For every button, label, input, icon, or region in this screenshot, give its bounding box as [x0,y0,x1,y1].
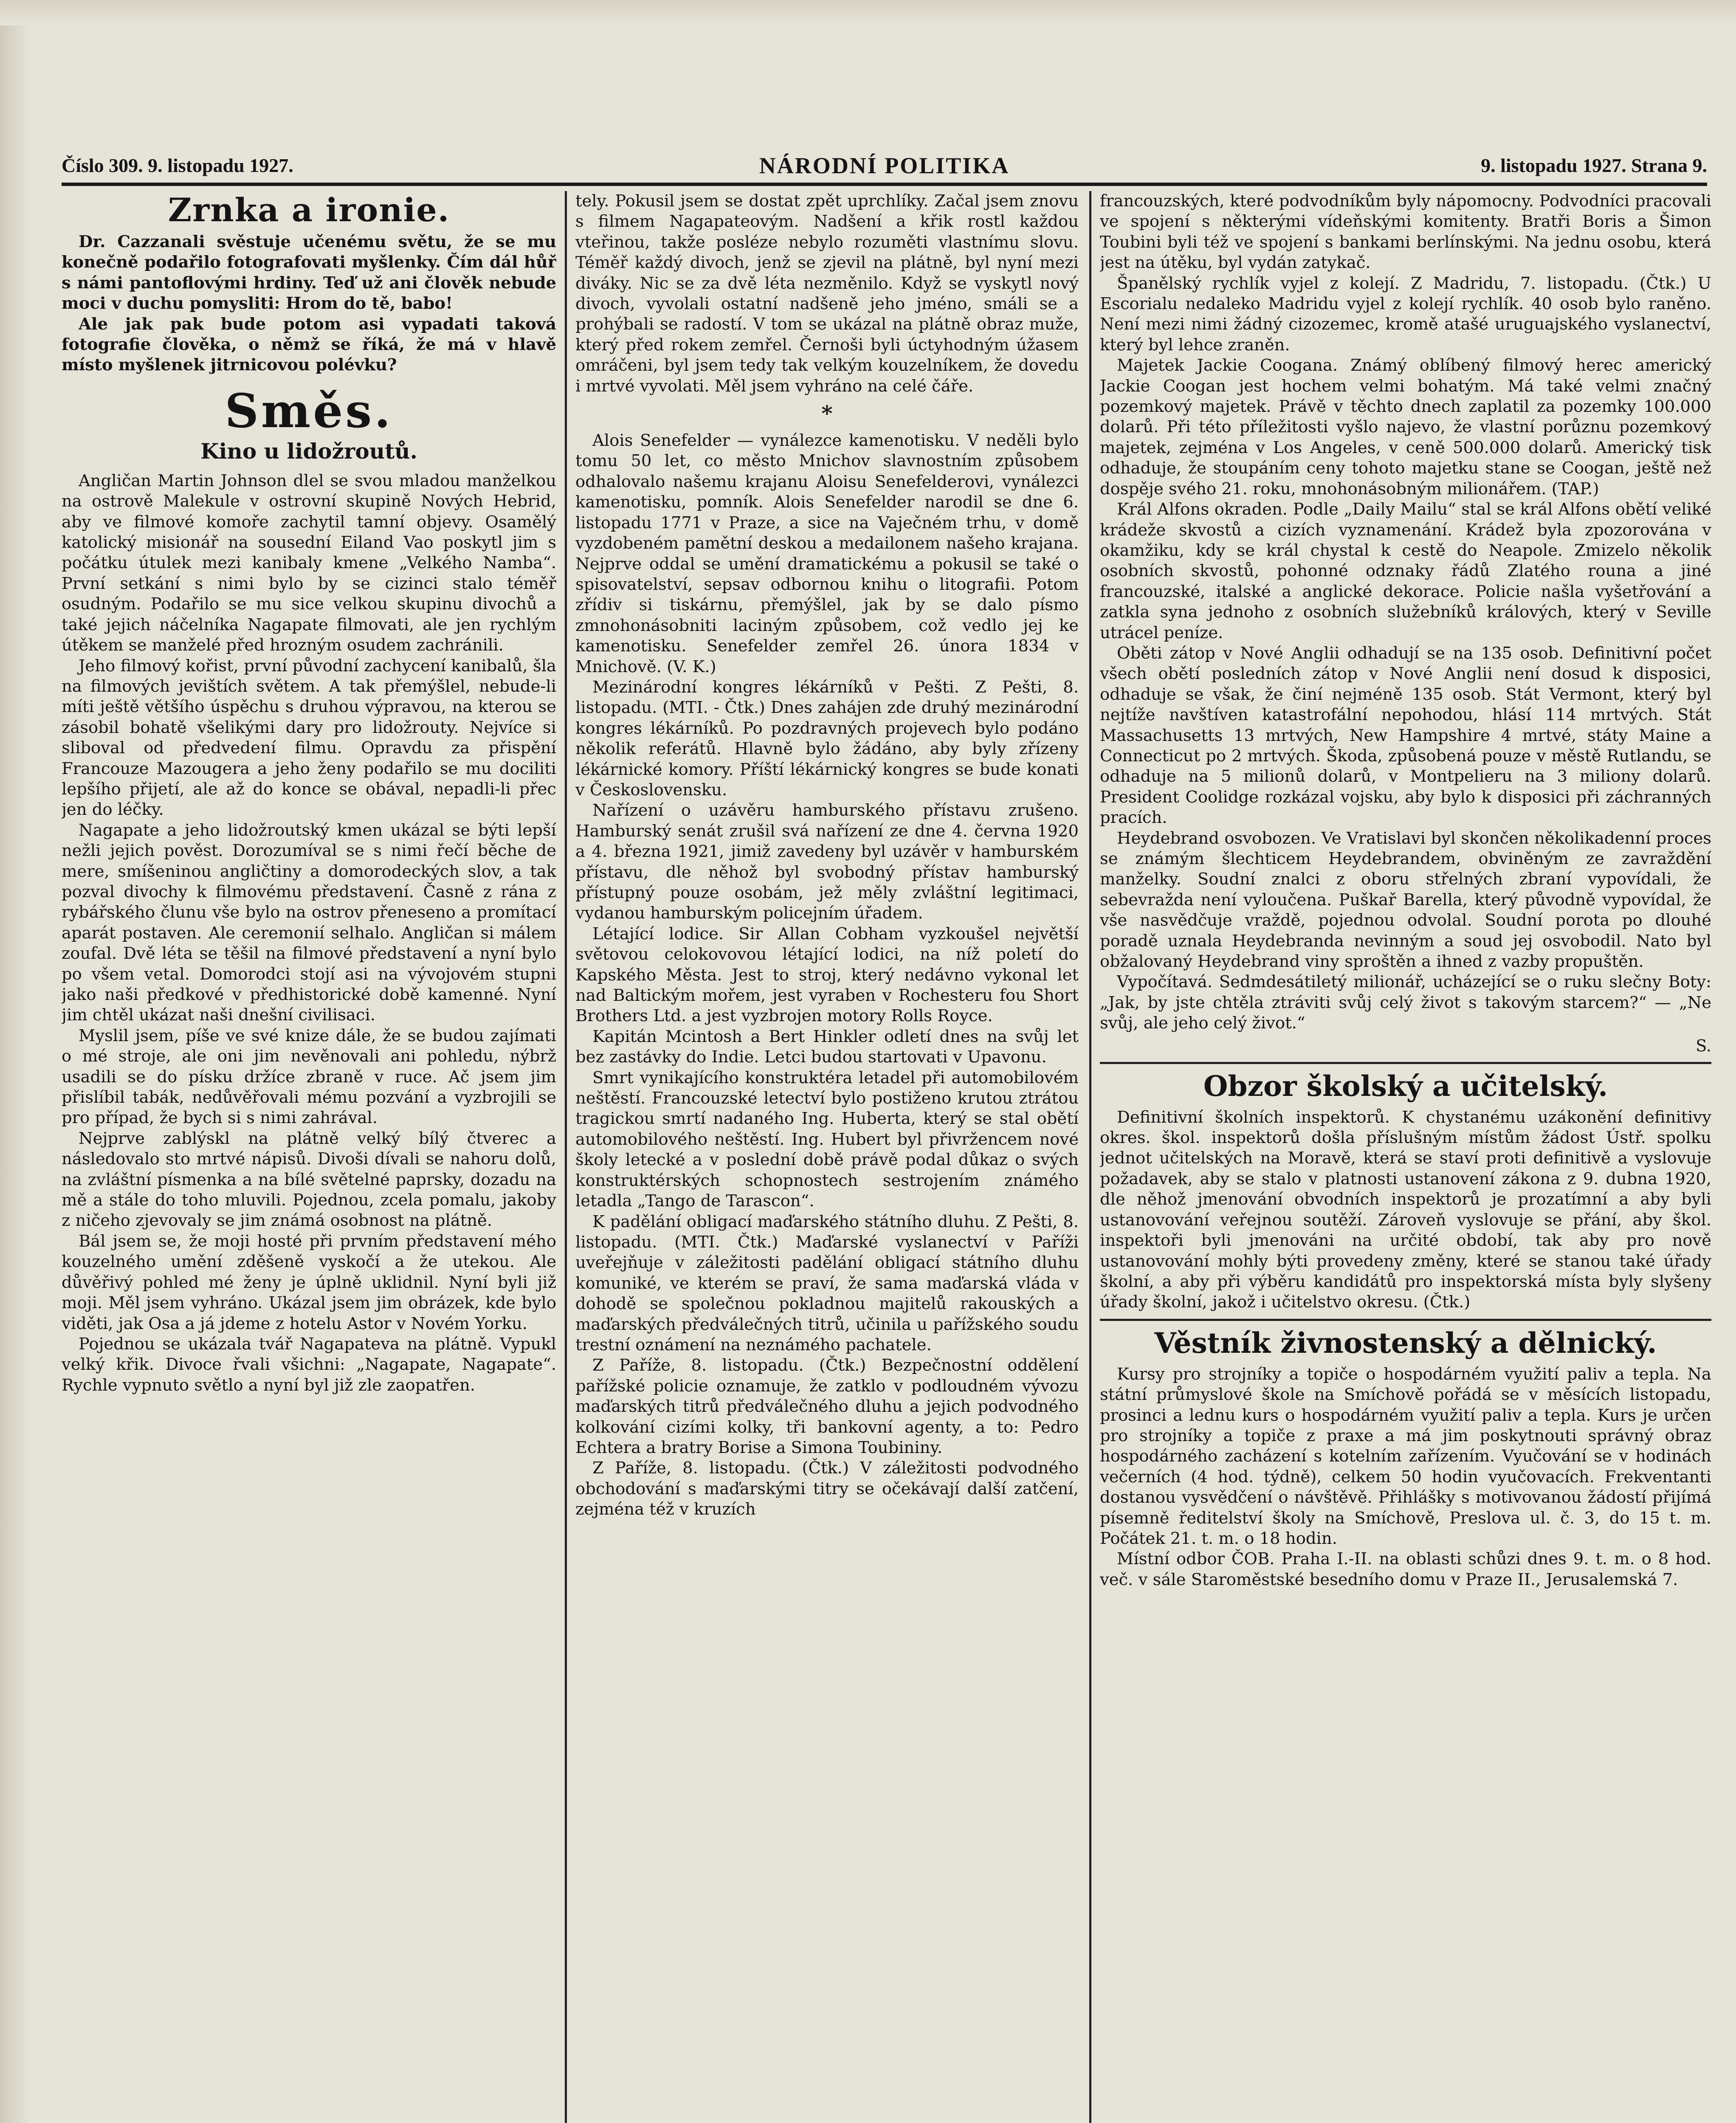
kino-paragraph-7: Pojednou se ukázala tvář Nagapateva na plátně. Vypukl velký křik. Divoce řvali všichni: „Nagapate, Nagapate“. Rychle vypnuto světlo a nyní byl již zle zaopatřen. [62,1334,556,1395]
heydebrand-article: Heydebrand osvobozen. Ve Vratislavi byl skončen několikadenní proces se známým šlechticem Heydebrandem, obviněným ze zavraždění manželky. Soudní znalci z oboru střelných zbraní vypovídali, že sebevražda není vyloučena. Puškař Barella, který původně vypovídal, že vše nasvědčuje vraždě, pojednou odvolal. Soudní porota po dlouhé poradě uznala Heydebranda nevinným a soud jej osvobodil. Nato byl obžalovaný Heydebrand viny sproštěn a ihned z vazby propuštěn. [1100,828,1711,971]
vestnik-article-2: Místní odbor ČOB. Praha I.-II. na oblasti schůzi dnes 9. t. m. o 8 hod. več. v sále Staroměstské besedního domu v Praze II., Jerusalemská 7. [1100,1549,1711,1589]
rychlik-article: Španělský rychlík vyjel z kolejí. Z Madridu, 7. listopadu. (Čtk.) U Escorialu nedaleko Madridu vyjel z kolejí rychlík. 40 osob bylo raněno. Není mezi nimi žádný cizozemec, kromě atašé uruguajského vyslanectví, který byl lehce zraněn. [1100,273,1711,355]
pristav-article: Nařízení o uzávěru hamburského přístavu zrušeno. Hamburský senát zrušil svá nařízení ze dne 4. června 1920 a 4. března 1921, jimiž zavedeny byl uzávěr v hamburském přístavu, dle něhož byl svobodný přístav hamburský přístupný pouze osobám, jež měly zvláštní legitimaci, vydanou hamburským policejním úřadem. [575,801,1079,923]
alfons-article: Král Alfons okraden. Podle „Daily Mailu“ stal se král Alfons obětí veliké krádeže skvostů a cizích vyznamenání. Krádež byla zpozorována v okamžiku, kdy se král chystal k cestě do Neapole. Zmizelo několik osobních skvostů, pohonné odznaky řádů Zlatého rouna a jiné francouzské, italské a anglické dekorace. Policie našla vyšetřování a zatkla syna jednoho z osobních služebníků králových, který v Seville utrácel peníze. [1100,500,1711,642]
vestnik-article-1: Kursy pro strojníky a topiče o hospodárném využití paliv a tepla. Na státní průmyslové škole na Smíchově pořádá se v měsících listopadu, prosinci a lednu kurs o hospodárném využití paliv a tepla. Kurs je určen pro strojníky a topiče z praxe a má jim poskytnouti správný obraz hospodárného zacházení s kotelním zařízením. Vyučování se v hodinách večerních (4 hod. týdně), celkem 50 hodin vyučovacích. Frekventanti dostanou vysvědčení o návštěvě. Přihlášky s motivovanou žádostí přijímá písemně ředitelství školy na Smíchově, Preslova ul. č. 3, do 15 t. m. Počátek 21. t. m. o 18 hodin. [1100,1364,1711,1548]
kino-paragraph-4: Myslil jsem, píše ve své knize dále, že se budou zajímati o mé stroje, ale oni jim nevěnovali ani pohledu, nýbrž usadili se do písku držíce zbraně v ruce. Ač jsem jim přislíbil tabák, nedůvěřovali mému pozvání a vyzbrojili se pro případ, že bych si s nimi zahrával. [62,1026,556,1128]
lode-article: Létající lodice. Sir Allan Cobham vyzkoušel největší světovou celokovovou létající lodici, na níž poletí do Kapského Města. Jest to stroj, který nedávno vykonal let nad Baltickým mořem, jest vyraben v Rochesteru fou Short Brothers Ltd. a jest vyzbrojen motory Rolls Royce. [575,924,1079,1026]
column-rule-2 [1089,191,1091,2123]
smrt-article: Smrt vynikajícího konstruktéra letadel při automobilovém neštěstí. Francouzské letectví bylo postiženo krutou ztrátou tragickou smrtí nadaného Ing. Huberta, který se stal obětí automobilového neštěstí. Ing. Hubert byl přivržencem nové školy letecké a v poslední době právě podal důkaz o svých konstruktérských schopnostech sestrojením známého letadla „Tango de Tarascon“. [575,1068,1079,1211]
masthead [62,153,1707,186]
newspaper-title: NÁRODNÍ POLITIKA [759,153,1010,178]
issue-info: Číslo 309. 9. listopadu 1927. [62,155,293,176]
ironie-paragraph-1: Dr. Cazzanali svěstuje učenému světu, že se mu konečně podařilo fotografovati myšlenky. Čím dál hůř s námi pantoflovými hrdiny. Teď už ani člověk nebude moci v duchu pomysliti: Hrom do tě, babo! [62,232,556,313]
zatopa-article: Oběti zátop v Nové Anglii odhadují se na 135 osob. Definitivní počet všech obětí posledních zátop v Nové Anglii není dosud k disposici, odhaduje se však, že činí nejméně 135 osob. Stát Vermont, který byl nejtíže navštíven katastrofální nepohodou, hlásí 114 mrtvých. Stát Massachusetts 13 mrtvých, New Hampshire 4 mrtvé, státy Maine a Connecticut po 2 mrtvých. Škoda, způsobená pouze v městě Rutlandu, se odhaduje na 5 milionů dolarů, v Montpelieru na 3 miliony dolarů. President Coolidge rozkázal vojsku, aby bylo k disposici při záchranných pracích. [1100,643,1711,828]
mcintosh-article: Kapitán Mcintosh a Bert Hinkler odletí dnes na svůj let bez zastávky do Indie. Letci budou startovati v Upavonu. [575,1027,1079,1067]
kino-paragraph-1: Angličan Martin Johnson dlel se svou mladou manželkou na ostrově Malekule v ostrovní skupině Nových Hebrid, aby ve filmové komoře zachytil tamní objevy. Osamělý katolický misionář na sousední Eiland Vao poskytl jim s počátku útulek mezi kanibaly kmene „Velkého Namba“. První setkání s nimi bylo by se cizinci stalo téměř osudným. Podařilo se mu sice velkou skupinu divochů a také jejich náčelníka Nagapate filmovati, ale jen rychlým útěkem se manželé před hrozným osudem zachránili. [62,471,556,655]
section-separator-star: * [821,401,833,426]
section-title-vestnik: Věstník živnostenský a dělnický. [1100,1319,1711,1361]
senefelder-article: Alois Senefelder — vynálezce kamenotisku. V neděli bylo tomu 50 let, co město Mnichov slavnostním způsobem odhalovalo našemu krajanu Aloisu Senefelderovi, vynálezci kamenotisku, pomník. Alois Senefelder narodil se dne 6. listopadu 1771 v Praze, a sice na Vaječném trhu, v domě vyzdobeném pamětní deskou a medailonem našeho krajana. Nejprve oddal se umění dramatickému a pokusil se také o spisovatelství, sepsav odbornou knihu o litografii. Potom zřídiv si tiskárnu, přemýšlel, jak by se dalo písmo zmnohonásobniti laciným způsobem, což vedlo jej ke kamenotisku. Senefelder zemřel 26. února 1834 v Mnichově. (V. K.) [575,431,1079,676]
kino-continuation: tely. Pokusil jsem se dostat zpět uprchlíky. Začal jsem znovu s filmem Nagapateovým. Nadšení a křik rostl každou vteřinou, takže posléze nebylo rozuměti vlastnímu slovu. Téměř každý divoch, jenž se zjevil na plátně, byl nyní mezi diváky. Nic se za dvě léta nezměnilo. Když se vyskytl nový divoch, vyvolali ostatní nadšeně jeho jméno, smáli se a prohýbali se radostí. V tom se ukázal na plátně obraz muže, který před rokem zemřel. Černoši byli úctyhodným úžasem omráčeni, byl jsem tedy tak velkým kouzelníkem, že dovedu i mrtvé vyvolati. Měl jsem vyhráno na celé čáře. [575,191,1079,396]
obzor-article: Definitivní školních inspektorů. K chystanému uzákonění definitivy okres. škol. inspektorů došla příslušným místům žádost Ústř. spolku jednot učitelských na Moravě, která se staví proti definitivě a vyslovuje požadavek, aby se stalo v platnosti ustanovení zákona z 9. dubna 1920, dle něhož jmenování obvodních inspektorů je prozatímní a aby byli ustanovování veřejnou soutěží. Zároveň vyslovuje se přání, aby škol. inspektoři byli jmenováni na určité období, tak aby pro nově ustanovování mohly býti provedeny změny, které se stanou také úřady školní, a aby při výběru kandidátů pro inspektorská místa byly slyšeny úřady školní, jakož i učitelstvo okresu. (Čtk.) [1100,1107,1711,1312]
kino-paragraph-3: Nagapate a jeho lidožroutský kmen ukázal se býti lepší nežli jejich pověst. Dorozumíval se s nimi řečí běche de mere, smíšeninou angličtiny a domorodeckých slov, a tak pozval divochy k filmovému představení. Časně z rána z rybářského člunu vše bylo na ostrov přeneseno a promítací aparát postaven. Ale ceremonií selhalo. Angličan si málem zoufal. Dvě léta se těšil na filmové představení a nyní bylo po všem vetal. Domorodci stojí asi na vývojovém stupni jako naši předkové v předhistorické době kamenné. Nyní jim chtěl ukázat naši dnešní civilisaci. [62,820,556,1025]
coogan-article: Majetek Jackie Coogana. Známý oblíbený filmový herec americký Jackie Coogan jest hochem velmi bohatým. Má také velmi značný pozemkový majetek. Právě v těchto dnech zaplatil za pozemky 100.000 dolarů. Při této příležitosti vyšlo najevo, že vlastní porůznu pozemkový majetek, zejména v Los Angeles, v ceně 500.000 dolarů. Americký tisk odhaduje, že stoupáním ceny tohoto majetku stane se Coogan, ještě než dospěje svého 21. roku, mnohonásobným milionářem. (TAP.) [1100,356,1711,498]
pariz-article-1: Z Paříže, 8. listopadu. (Čtk.) Bezpečnostní oddělení pařížské policie oznamuje, že zatklo v podloudném vývozu maďarských titrů předválečného dluhu a jejich podvodného kolkování cizími kolky, tři bankovní agenty, a to: Pedro Echtera a bratry Borise a Simona Toubininy. [575,1356,1079,1457]
column-2 [575,191,1079,2123]
pariz-article-2: Z Paříže, 8. listopadu. (Čtk.) V záležitosti podvodného obchodování s maďarskými titry se očekávají další zatčení, zejména též v kruzích [575,1459,1079,1519]
article-title-kino: Kino u lidožroutů. [200,438,417,464]
column-1 [62,191,556,2123]
ironie-paragraph-2: Ale jak pak bude potom asi vypadati taková fotografie člověka, o němž se říká, že má v hlavě místo myšlenek jitrnicovou polévku? [62,314,556,375]
kino-paragraph-5: Nejprve zablýskl na plátně velký bílý čtverec a následovalo sto mrtvé nápisů. Divoši dívali se nahoru dolů, na zvláštní písmenka a na bílé světelné paprsky, dozadu na mě a stále do toho mluvili. Pojednou, zcela pomalu, jakoby z ničeho zjevovaly se jim známá osobnost na plátně. [62,1129,556,1230]
vypocitava-article: Vypočítavá. Sedmdesátiletý milionář, ucházející se o ruku slečny Boty: „Jak, by jste chtěla ztráviti svůj celý život s takovým starcem?“ — „Ne svůj, ale jeho celý život.“ [1100,972,1711,1033]
page-info: 9. listopadu 1927. Strana 9. [1481,155,1707,176]
signature: S. [1696,1036,1711,1055]
section-title-obzor: Obzor školský a učitelský. [1100,1062,1711,1104]
column-rule-1 [565,191,567,2123]
column-3 [1100,191,1711,2123]
scan-edge-left [0,0,30,2123]
kongres-article: Mezinárodní kongres lékárníků v Pešti. Z Pešti, 8. listopadu. (MTI. - Čtk.) Dnes zahájen zde druhý mezinárodní kongres lékárníků. Po pozdravných projevech bylo podáno několik referátů. Hlavně bylo žádáno, aby byly zřízeny lékárnické komory. Příští lékárnický kongres se bude konati v Československu. [575,677,1079,800]
scan-edge-top [0,0,1736,25]
section-title-smes: Směs. [225,383,393,438]
kino-paragraph-2: Jeho filmový kořist, první původní zachycení kanibalů, šla na filmových jevištích světem. A tak přemýšlel, nebude-li míti ještě většího úspěchu s druhou výpravou, na kterou se zásobil bohatě všelikými dary pro lidožrouty. Nejvíce si sliboval od předvedení filmu. Opravdu za přispění Francouze Mazougera a jeho ženy podařilo se mu dociliti lepšího přijetí, ale až do konce se obával, nepadli-li přec jen do léčky. [62,656,556,819]
section-title-ironie: Zrnka a ironie. [168,191,450,229]
pariz-continuation: francouzských, které podvodníkům byly nápomocny. Podvodníci pracovali ve spojení s některými vídeňskými komitenty. Bratři Boris a Šimon Toubini byli též ve spojení s bankami berlínskými. Na jednu osobu, která jest na útěku, byl vydán zatykač. [1100,191,1711,273]
madarsky-article: K padělání obligací maďarského státního dluhu. Z Pešti, 8. listopadu. (MTI. Čtk.) Maďarské vyslanectví v Paříži uveřejňuje v záležitosti padělání obligací státního dluhu komuniké, ve kterém se praví, že sama maďarská vláda v dohodě se společnou pokladnou majitelů rakouských a maďarských předválečných titrů, učinila u pařížského soudu trestní oznámení na neznámého pachatele. [575,1212,1079,1354]
kino-paragraph-6: Bál jsem se, že moji hosté při prvním představení mého kouzelného umění zděšeně vyskočí a že utekou. Ale důvěřivý pohled mé ženy je úplně uklidnil. Nyní byli již moji. Měl jsem vyhráno. Ukázal jsem jim obrázek, kde bylo viděti, jak Osa a já jdeme z hotelu Astor v Novém Yorku. [62,1231,556,1333]
